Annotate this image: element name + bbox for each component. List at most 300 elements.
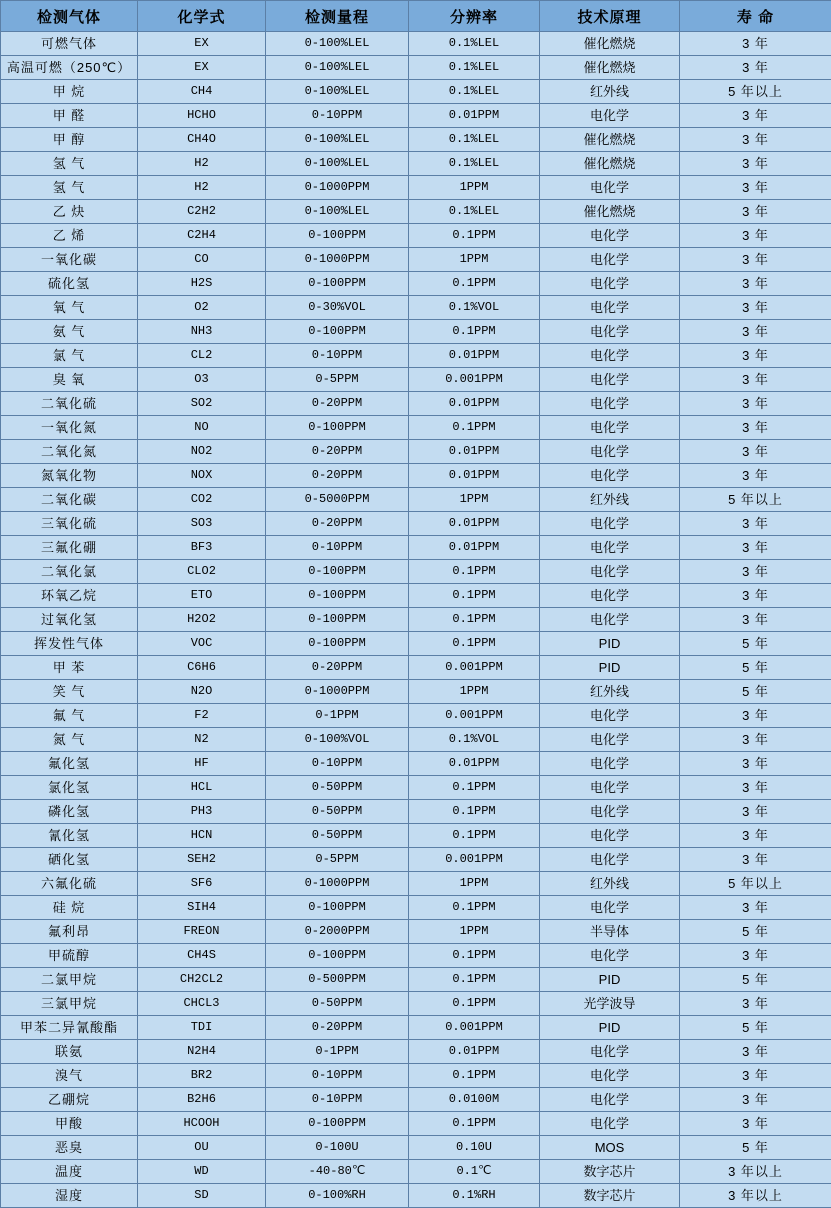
cell-gas: 氯 气 — [1, 344, 138, 368]
cell-resolution: 0.1%LEL — [409, 80, 540, 104]
cell-resolution: 0.01PPM — [409, 464, 540, 488]
table-row — [1, 320, 831, 344]
cell-lifetime: 3 年 — [680, 344, 831, 368]
cell-resolution: 0.0100M — [409, 1088, 540, 1112]
cell-range: 0-100PPM — [266, 944, 409, 968]
cell-formula: N2H4 — [138, 1040, 266, 1064]
cell-resolution: 0.1PPM — [409, 608, 540, 632]
table-row — [1, 1040, 831, 1064]
cell-resolution: 0.1%LEL — [409, 32, 540, 56]
cell-principle: 半导体 — [540, 920, 680, 944]
cell-principle: 电化学 — [540, 416, 680, 440]
cell-principle: 电化学 — [540, 728, 680, 752]
cell-gas: 硅 烷 — [1, 896, 138, 920]
cell-lifetime: 3 年 — [680, 32, 831, 56]
cell-gas: 二氧化碳 — [1, 488, 138, 512]
table-row — [1, 752, 831, 776]
cell-formula: NOX — [138, 464, 266, 488]
cell-gas: 磷化氢 — [1, 800, 138, 824]
cell-principle: 电化学 — [540, 224, 680, 248]
cell-resolution: 0.001PPM — [409, 704, 540, 728]
cell-lifetime: 3 年 — [680, 272, 831, 296]
cell-principle: 电化学 — [540, 440, 680, 464]
cell-resolution: 0.001PPM — [409, 368, 540, 392]
cell-range: 0-20PPM — [266, 440, 409, 464]
cell-formula: CO2 — [138, 488, 266, 512]
cell-gas: 六氟化硫 — [1, 872, 138, 896]
cell-resolution: 0.1PPM — [409, 824, 540, 848]
cell-lifetime: 3 年 — [680, 464, 831, 488]
cell-formula: F2 — [138, 704, 266, 728]
column-header-gas: 检测气体 — [1, 1, 138, 32]
cell-principle: 电化学 — [540, 776, 680, 800]
cell-resolution: 0.1PPM — [409, 560, 540, 584]
cell-resolution: 0.01PPM — [409, 512, 540, 536]
cell-formula: CL2 — [138, 344, 266, 368]
cell-lifetime: 3 年 — [680, 1040, 831, 1064]
table-row — [1, 1112, 831, 1136]
cell-principle: 电化学 — [540, 560, 680, 584]
cell-lifetime: 3 年 — [680, 248, 831, 272]
cell-lifetime: 5 年以上 — [680, 80, 831, 104]
cell-formula: SD — [138, 1184, 266, 1208]
cell-range: 0-50PPM — [266, 992, 409, 1016]
table-row — [1, 464, 831, 488]
table-row — [1, 128, 831, 152]
table-row — [1, 728, 831, 752]
cell-lifetime: 3 年以上 — [680, 1184, 831, 1208]
cell-gas: 氯化氢 — [1, 776, 138, 800]
cell-gas: 二氧化氯 — [1, 560, 138, 584]
cell-gas: 硒化氢 — [1, 848, 138, 872]
cell-principle: 电化学 — [540, 1064, 680, 1088]
cell-resolution: 0.1PPM — [409, 896, 540, 920]
cell-range: 0-100PPM — [266, 560, 409, 584]
cell-gas: 甲 苯 — [1, 656, 138, 680]
cell-lifetime: 3 年 — [680, 1064, 831, 1088]
cell-range: 0-10PPM — [266, 344, 409, 368]
cell-formula: EX — [138, 56, 266, 80]
cell-lifetime: 3 年 — [680, 584, 831, 608]
cell-range: 0-100%LEL — [266, 152, 409, 176]
column-header-resolution: 分辨率 — [409, 1, 540, 32]
cell-formula: CH4S — [138, 944, 266, 968]
cell-range: 0-100PPM — [266, 1112, 409, 1136]
cell-range: 0-20PPM — [266, 392, 409, 416]
cell-range: 0-20PPM — [266, 512, 409, 536]
cell-range: -40-80℃ — [266, 1160, 409, 1184]
table-row — [1, 944, 831, 968]
cell-formula: H2S — [138, 272, 266, 296]
cell-lifetime: 3 年 — [680, 512, 831, 536]
table-body — [1, 32, 831, 1208]
cell-resolution: 0.1%LEL — [409, 56, 540, 80]
cell-range: 0-100%VOL — [266, 728, 409, 752]
cell-formula: HCOOH — [138, 1112, 266, 1136]
cell-formula: FREON — [138, 920, 266, 944]
cell-formula: BR2 — [138, 1064, 266, 1088]
cell-range: 0-1PPM — [266, 1040, 409, 1064]
cell-gas: 高温可燃（250℃） — [1, 56, 138, 80]
cell-resolution: 0.1PPM — [409, 584, 540, 608]
cell-gas: 氮 气 — [1, 728, 138, 752]
cell-formula: B2H6 — [138, 1088, 266, 1112]
cell-formula: C2H2 — [138, 200, 266, 224]
table-row — [1, 416, 831, 440]
cell-resolution: 0.1%LEL — [409, 152, 540, 176]
table-row — [1, 1136, 831, 1160]
cell-lifetime: 5 年 — [680, 1136, 831, 1160]
cell-resolution: 1PPM — [409, 680, 540, 704]
cell-resolution: 0.1%VOL — [409, 728, 540, 752]
table-row — [1, 344, 831, 368]
cell-resolution: 0.1PPM — [409, 320, 540, 344]
table-row — [1, 488, 831, 512]
cell-range: 0-50PPM — [266, 776, 409, 800]
table-row — [1, 512, 831, 536]
cell-gas: 乙 烯 — [1, 224, 138, 248]
cell-lifetime: 3 年 — [680, 392, 831, 416]
cell-resolution: 0.1PPM — [409, 272, 540, 296]
cell-gas: 氰化氢 — [1, 824, 138, 848]
cell-range: 0-100%LEL — [266, 128, 409, 152]
cell-formula: HCN — [138, 824, 266, 848]
column-header-lifetime: 寿 命 — [680, 1, 831, 32]
cell-lifetime: 5 年 — [680, 680, 831, 704]
cell-resolution: 1PPM — [409, 872, 540, 896]
cell-gas: 甲 烷 — [1, 80, 138, 104]
cell-gas: 笑 气 — [1, 680, 138, 704]
cell-range: 0-100%LEL — [266, 200, 409, 224]
cell-resolution: 1PPM — [409, 248, 540, 272]
table-row — [1, 680, 831, 704]
table-row — [1, 920, 831, 944]
cell-principle: 电化学 — [540, 248, 680, 272]
cell-principle: 电化学 — [540, 584, 680, 608]
cell-gas: 温度 — [1, 1160, 138, 1184]
table-row — [1, 1088, 831, 1112]
cell-principle: 电化学 — [540, 752, 680, 776]
cell-resolution: 1PPM — [409, 488, 540, 512]
table-row — [1, 272, 831, 296]
cell-lifetime: 3 年 — [680, 1112, 831, 1136]
cell-principle: 电化学 — [540, 536, 680, 560]
cell-gas: 湿度 — [1, 1184, 138, 1208]
cell-formula: H2 — [138, 152, 266, 176]
cell-formula: WD — [138, 1160, 266, 1184]
cell-principle: 电化学 — [540, 896, 680, 920]
cell-principle: 催化燃烧 — [540, 152, 680, 176]
cell-principle: 电化学 — [540, 800, 680, 824]
cell-lifetime: 3 年 — [680, 824, 831, 848]
cell-formula: H2 — [138, 176, 266, 200]
cell-principle: 电化学 — [540, 104, 680, 128]
cell-lifetime: 3 年 — [680, 200, 831, 224]
table-row — [1, 152, 831, 176]
cell-range: 0-1PPM — [266, 704, 409, 728]
cell-gas: 乙硼烷 — [1, 1088, 138, 1112]
table-row — [1, 656, 831, 680]
cell-gas: 甲 醇 — [1, 128, 138, 152]
table-row — [1, 176, 831, 200]
cell-gas: 三氯甲烷 — [1, 992, 138, 1016]
header-row — [1, 1, 831, 32]
cell-range: 0-1000PPM — [266, 248, 409, 272]
cell-resolution: 0.1PPM — [409, 1112, 540, 1136]
cell-formula: CH4O — [138, 128, 266, 152]
cell-principle: 光学波导 — [540, 992, 680, 1016]
cell-resolution: 0.10U — [409, 1136, 540, 1160]
table-row — [1, 824, 831, 848]
cell-gas: 恶臭 — [1, 1136, 138, 1160]
cell-principle: 红外线 — [540, 80, 680, 104]
cell-formula: CH2CL2 — [138, 968, 266, 992]
cell-formula: O2 — [138, 296, 266, 320]
cell-principle: 电化学 — [540, 368, 680, 392]
table-row — [1, 248, 831, 272]
cell-range: 0-20PPM — [266, 1016, 409, 1040]
table-row — [1, 296, 831, 320]
table-row — [1, 392, 831, 416]
table-row — [1, 848, 831, 872]
cell-principle: PID — [540, 1016, 680, 1040]
cell-resolution: 0.1PPM — [409, 416, 540, 440]
cell-range: 0-10PPM — [266, 1088, 409, 1112]
cell-gas: 甲硫醇 — [1, 944, 138, 968]
cell-range: 0-500PPM — [266, 968, 409, 992]
cell-formula: NO2 — [138, 440, 266, 464]
cell-lifetime: 5 年 — [680, 632, 831, 656]
cell-lifetime: 3 年 — [680, 440, 831, 464]
cell-lifetime: 3 年 — [680, 848, 831, 872]
cell-gas: 硫化氢 — [1, 272, 138, 296]
cell-principle: 电化学 — [540, 1040, 680, 1064]
cell-lifetime: 3 年 — [680, 176, 831, 200]
table-row — [1, 80, 831, 104]
cell-principle: 电化学 — [540, 944, 680, 968]
cell-lifetime: 5 年 — [680, 920, 831, 944]
cell-formula: SO3 — [138, 512, 266, 536]
table-row — [1, 1016, 831, 1040]
cell-range: 0-20PPM — [266, 656, 409, 680]
cell-lifetime: 5 年以上 — [680, 488, 831, 512]
cell-range: 0-100PPM — [266, 320, 409, 344]
cell-range: 0-1000PPM — [266, 872, 409, 896]
cell-resolution: 0.1PPM — [409, 632, 540, 656]
column-header-formula: 化学式 — [138, 1, 266, 32]
table-row — [1, 536, 831, 560]
cell-lifetime: 3 年 — [680, 1088, 831, 1112]
table-row — [1, 776, 831, 800]
cell-gas: 氧 气 — [1, 296, 138, 320]
table-row — [1, 896, 831, 920]
cell-formula: N2O — [138, 680, 266, 704]
cell-lifetime: 3 年 — [680, 368, 831, 392]
cell-principle: 电化学 — [540, 512, 680, 536]
cell-lifetime: 3 年 — [680, 728, 831, 752]
cell-principle: 电化学 — [540, 1112, 680, 1136]
cell-gas: 二氧化硫 — [1, 392, 138, 416]
cell-gas: 氨 气 — [1, 320, 138, 344]
table-row — [1, 1160, 831, 1184]
cell-gas: 氮氧化物 — [1, 464, 138, 488]
cell-lifetime: 3 年以上 — [680, 1160, 831, 1184]
cell-lifetime: 3 年 — [680, 800, 831, 824]
cell-formula: HF — [138, 752, 266, 776]
table-row — [1, 704, 831, 728]
cell-resolution: 0.01PPM — [409, 752, 540, 776]
cell-lifetime: 5 年 — [680, 1016, 831, 1040]
cell-formula: OU — [138, 1136, 266, 1160]
cell-formula: CLO2 — [138, 560, 266, 584]
cell-gas: 挥发性气体 — [1, 632, 138, 656]
column-header-principle: 技术原理 — [540, 1, 680, 32]
table-row — [1, 800, 831, 824]
cell-range: 0-10PPM — [266, 752, 409, 776]
cell-range: 0-50PPM — [266, 824, 409, 848]
cell-resolution: 0.1%VOL — [409, 296, 540, 320]
cell-resolution: 1PPM — [409, 920, 540, 944]
cell-range: 0-100%LEL — [266, 56, 409, 80]
cell-lifetime: 3 年 — [680, 224, 831, 248]
cell-formula: HCL — [138, 776, 266, 800]
cell-lifetime: 3 年 — [680, 296, 831, 320]
cell-resolution: 0.01PPM — [409, 344, 540, 368]
cell-formula: C2H4 — [138, 224, 266, 248]
cell-formula: O3 — [138, 368, 266, 392]
cell-lifetime: 3 年 — [680, 560, 831, 584]
cell-gas: 乙 炔 — [1, 200, 138, 224]
cell-principle: 催化燃烧 — [540, 128, 680, 152]
table-row — [1, 560, 831, 584]
cell-resolution: 0.1PPM — [409, 968, 540, 992]
cell-range: 0-5000PPM — [266, 488, 409, 512]
cell-formula: SIH4 — [138, 896, 266, 920]
cell-principle: 电化学 — [540, 272, 680, 296]
cell-lifetime: 3 年 — [680, 992, 831, 1016]
table-row — [1, 1184, 831, 1208]
cell-principle: PID — [540, 968, 680, 992]
cell-range: 0-100%LEL — [266, 80, 409, 104]
cell-gas: 氟 气 — [1, 704, 138, 728]
table-row — [1, 104, 831, 128]
cell-range: 0-100PPM — [266, 224, 409, 248]
cell-range: 0-10PPM — [266, 104, 409, 128]
cell-lifetime: 3 年 — [680, 104, 831, 128]
cell-formula: NO — [138, 416, 266, 440]
cell-resolution: 0.1PPM — [409, 800, 540, 824]
cell-formula: CH4 — [138, 80, 266, 104]
cell-gas: 甲酸 — [1, 1112, 138, 1136]
cell-principle: 电化学 — [540, 320, 680, 344]
cell-range: 0-10PPM — [266, 1064, 409, 1088]
cell-formula: HCHO — [138, 104, 266, 128]
column-header-range: 检测量程 — [266, 1, 409, 32]
cell-gas: 臭 氧 — [1, 368, 138, 392]
table-row — [1, 1064, 831, 1088]
cell-resolution: 0.01PPM — [409, 1040, 540, 1064]
cell-principle: 电化学 — [540, 296, 680, 320]
cell-formula: SEH2 — [138, 848, 266, 872]
cell-resolution: 0.1%LEL — [409, 128, 540, 152]
cell-range: 0-5PPM — [266, 848, 409, 872]
cell-gas: 氟化氢 — [1, 752, 138, 776]
cell-principle: 电化学 — [540, 608, 680, 632]
cell-lifetime: 3 年 — [680, 56, 831, 80]
cell-resolution: 0.1PPM — [409, 992, 540, 1016]
cell-principle: 电化学 — [540, 344, 680, 368]
cell-principle: 数字芯片 — [540, 1160, 680, 1184]
cell-gas: 溴气 — [1, 1064, 138, 1088]
cell-principle: 催化燃烧 — [540, 32, 680, 56]
cell-range: 0-100PPM — [266, 632, 409, 656]
cell-principle: 电化学 — [540, 392, 680, 416]
cell-gas: 三氧化硫 — [1, 512, 138, 536]
cell-principle: 电化学 — [540, 176, 680, 200]
table-row — [1, 56, 831, 80]
cell-formula: BF3 — [138, 536, 266, 560]
cell-formula: TDI — [138, 1016, 266, 1040]
cell-gas: 氢 气 — [1, 176, 138, 200]
cell-gas: 三氟化硼 — [1, 536, 138, 560]
cell-resolution: 0.01PPM — [409, 440, 540, 464]
table-row — [1, 32, 831, 56]
cell-resolution: 0.01PPM — [409, 104, 540, 128]
cell-range: 0-20PPM — [266, 464, 409, 488]
cell-range: 0-100U — [266, 1136, 409, 1160]
table-row — [1, 224, 831, 248]
cell-range: 0-100PPM — [266, 896, 409, 920]
table-row — [1, 992, 831, 1016]
cell-formula: PH3 — [138, 800, 266, 824]
cell-gas: 一氧化碳 — [1, 248, 138, 272]
cell-lifetime: 3 年 — [680, 608, 831, 632]
cell-formula: CO — [138, 248, 266, 272]
cell-range: 0-10PPM — [266, 536, 409, 560]
cell-principle: PID — [540, 632, 680, 656]
cell-resolution: 0.1%LEL — [409, 200, 540, 224]
cell-formula: H2O2 — [138, 608, 266, 632]
cell-gas: 二氯甲烷 — [1, 968, 138, 992]
cell-principle: 电化学 — [540, 848, 680, 872]
cell-lifetime: 3 年 — [680, 776, 831, 800]
cell-principle: 电化学 — [540, 1088, 680, 1112]
cell-resolution: 0.001PPM — [409, 1016, 540, 1040]
cell-lifetime: 5 年 — [680, 968, 831, 992]
cell-principle: 红外线 — [540, 872, 680, 896]
cell-resolution: 0.001PPM — [409, 656, 540, 680]
cell-lifetime: 3 年 — [680, 752, 831, 776]
cell-formula: CHCL3 — [138, 992, 266, 1016]
cell-resolution: 0.1PPM — [409, 1064, 540, 1088]
cell-range: 0-1000PPM — [266, 680, 409, 704]
cell-formula: SO2 — [138, 392, 266, 416]
cell-range: 0-1000PPM — [266, 176, 409, 200]
cell-formula: NH3 — [138, 320, 266, 344]
cell-gas: 联氨 — [1, 1040, 138, 1064]
cell-formula: ETO — [138, 584, 266, 608]
cell-gas: 过氧化氢 — [1, 608, 138, 632]
cell-resolution: 0.1℃ — [409, 1160, 540, 1184]
cell-formula: N2 — [138, 728, 266, 752]
cell-range: 0-100PPM — [266, 608, 409, 632]
cell-resolution: 1PPM — [409, 176, 540, 200]
table-row — [1, 368, 831, 392]
cell-lifetime: 3 年 — [680, 704, 831, 728]
cell-range: 0-100PPM — [266, 584, 409, 608]
cell-principle: 催化燃烧 — [540, 56, 680, 80]
cell-formula: EX — [138, 32, 266, 56]
